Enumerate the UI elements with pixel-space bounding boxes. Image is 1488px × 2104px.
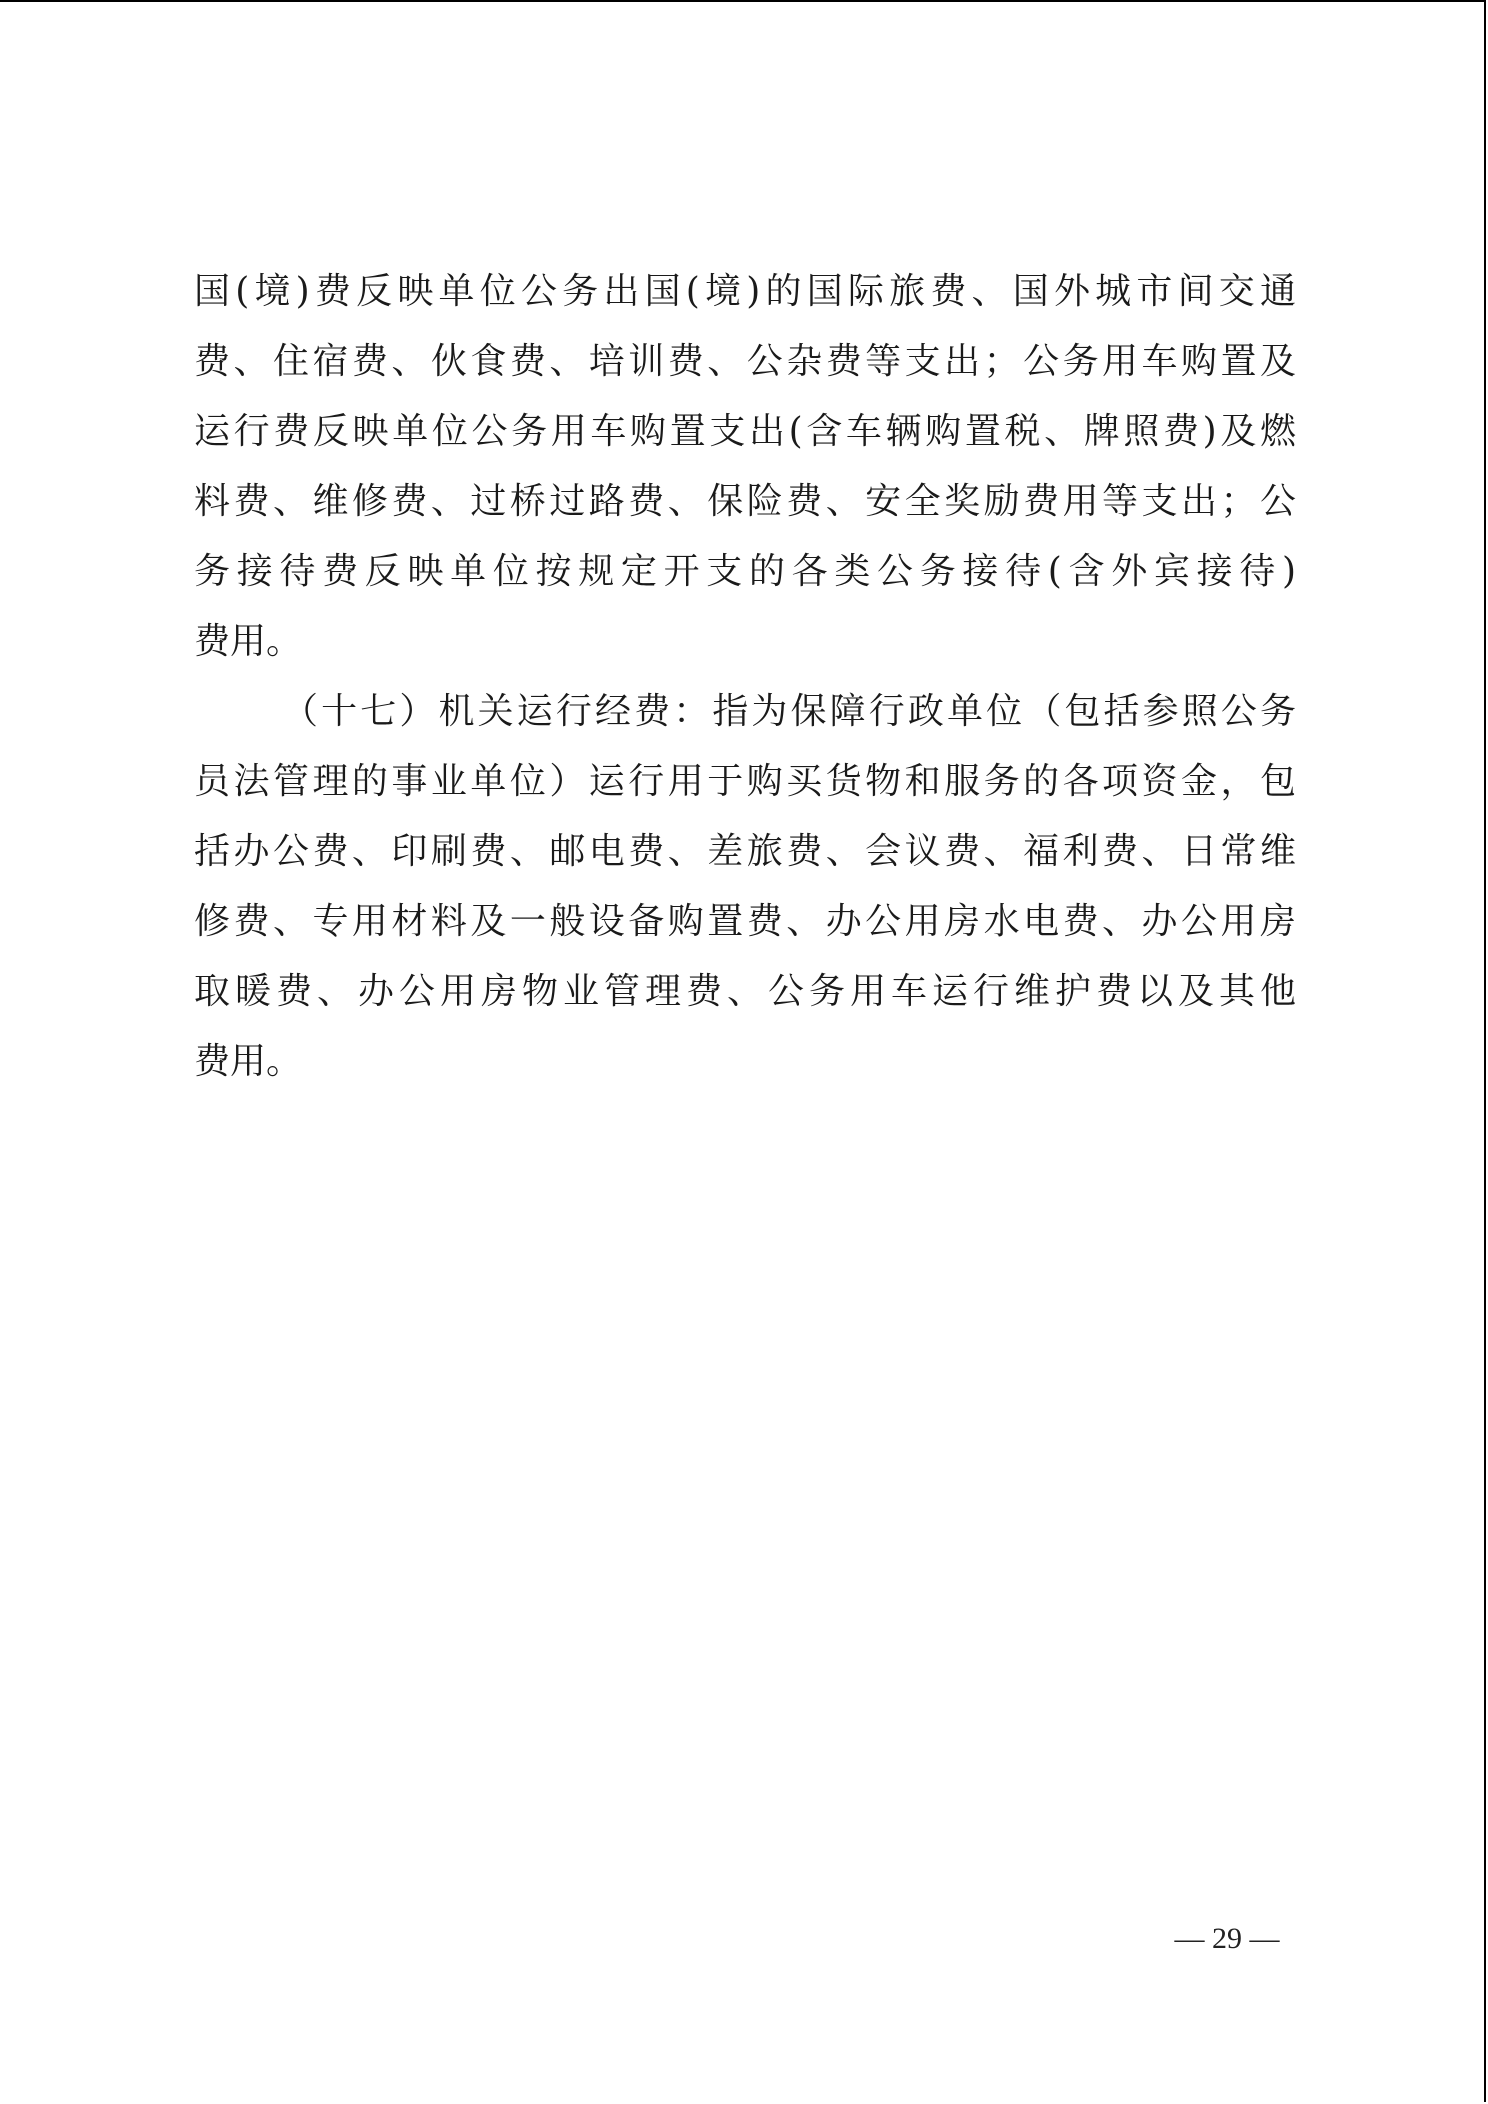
text-line: 员法管理的事业单位）运行用于购买货物和服务的各项资金，包 — [194, 761, 1296, 802]
text-line: 括办公费、印刷费、邮电费、差旅费、会议费、福利费、日常维 — [194, 831, 1296, 872]
text-line: 取暖费、办公用房物业管理费、公务用车运行维护费以及其他 — [194, 971, 1296, 1012]
document-body — [194, 257, 1296, 1097]
text-line: 运行费反映单位公务用车购置支出(含车辆购置税、牌照费)及燃 — [194, 411, 1296, 452]
text-line: 务接待费反映单位按规定开支的各类公务接待(含外宾接待) — [194, 551, 1296, 592]
text-line: 费、住宿费、伙食费、培训费、公杂费等支出；公务用车购置及 — [194, 341, 1296, 382]
text-line: 费用。 — [194, 621, 303, 662]
text-line: 料费、维修费、过桥过路费、保险费、安全奖励费用等支出；公 — [194, 481, 1296, 522]
paragraph-operating-expenses — [194, 677, 1296, 1097]
page-number: — 29 — — [1174, 1922, 1280, 1955]
paragraph-expense-definitions — [194, 257, 1296, 677]
text-line: 费用。 — [194, 1041, 303, 1082]
text-line-indented: （十七）机关运行经费：指为保障行政单位（包括参照公务 — [282, 691, 1296, 732]
text-line: 国(境)费反映单位公务出国(境)的国际旅费、国外城市间交通 — [194, 271, 1296, 312]
text-line: 修费、专用材料及一般设备购置费、办公用房水电费、办公用房 — [194, 901, 1296, 942]
